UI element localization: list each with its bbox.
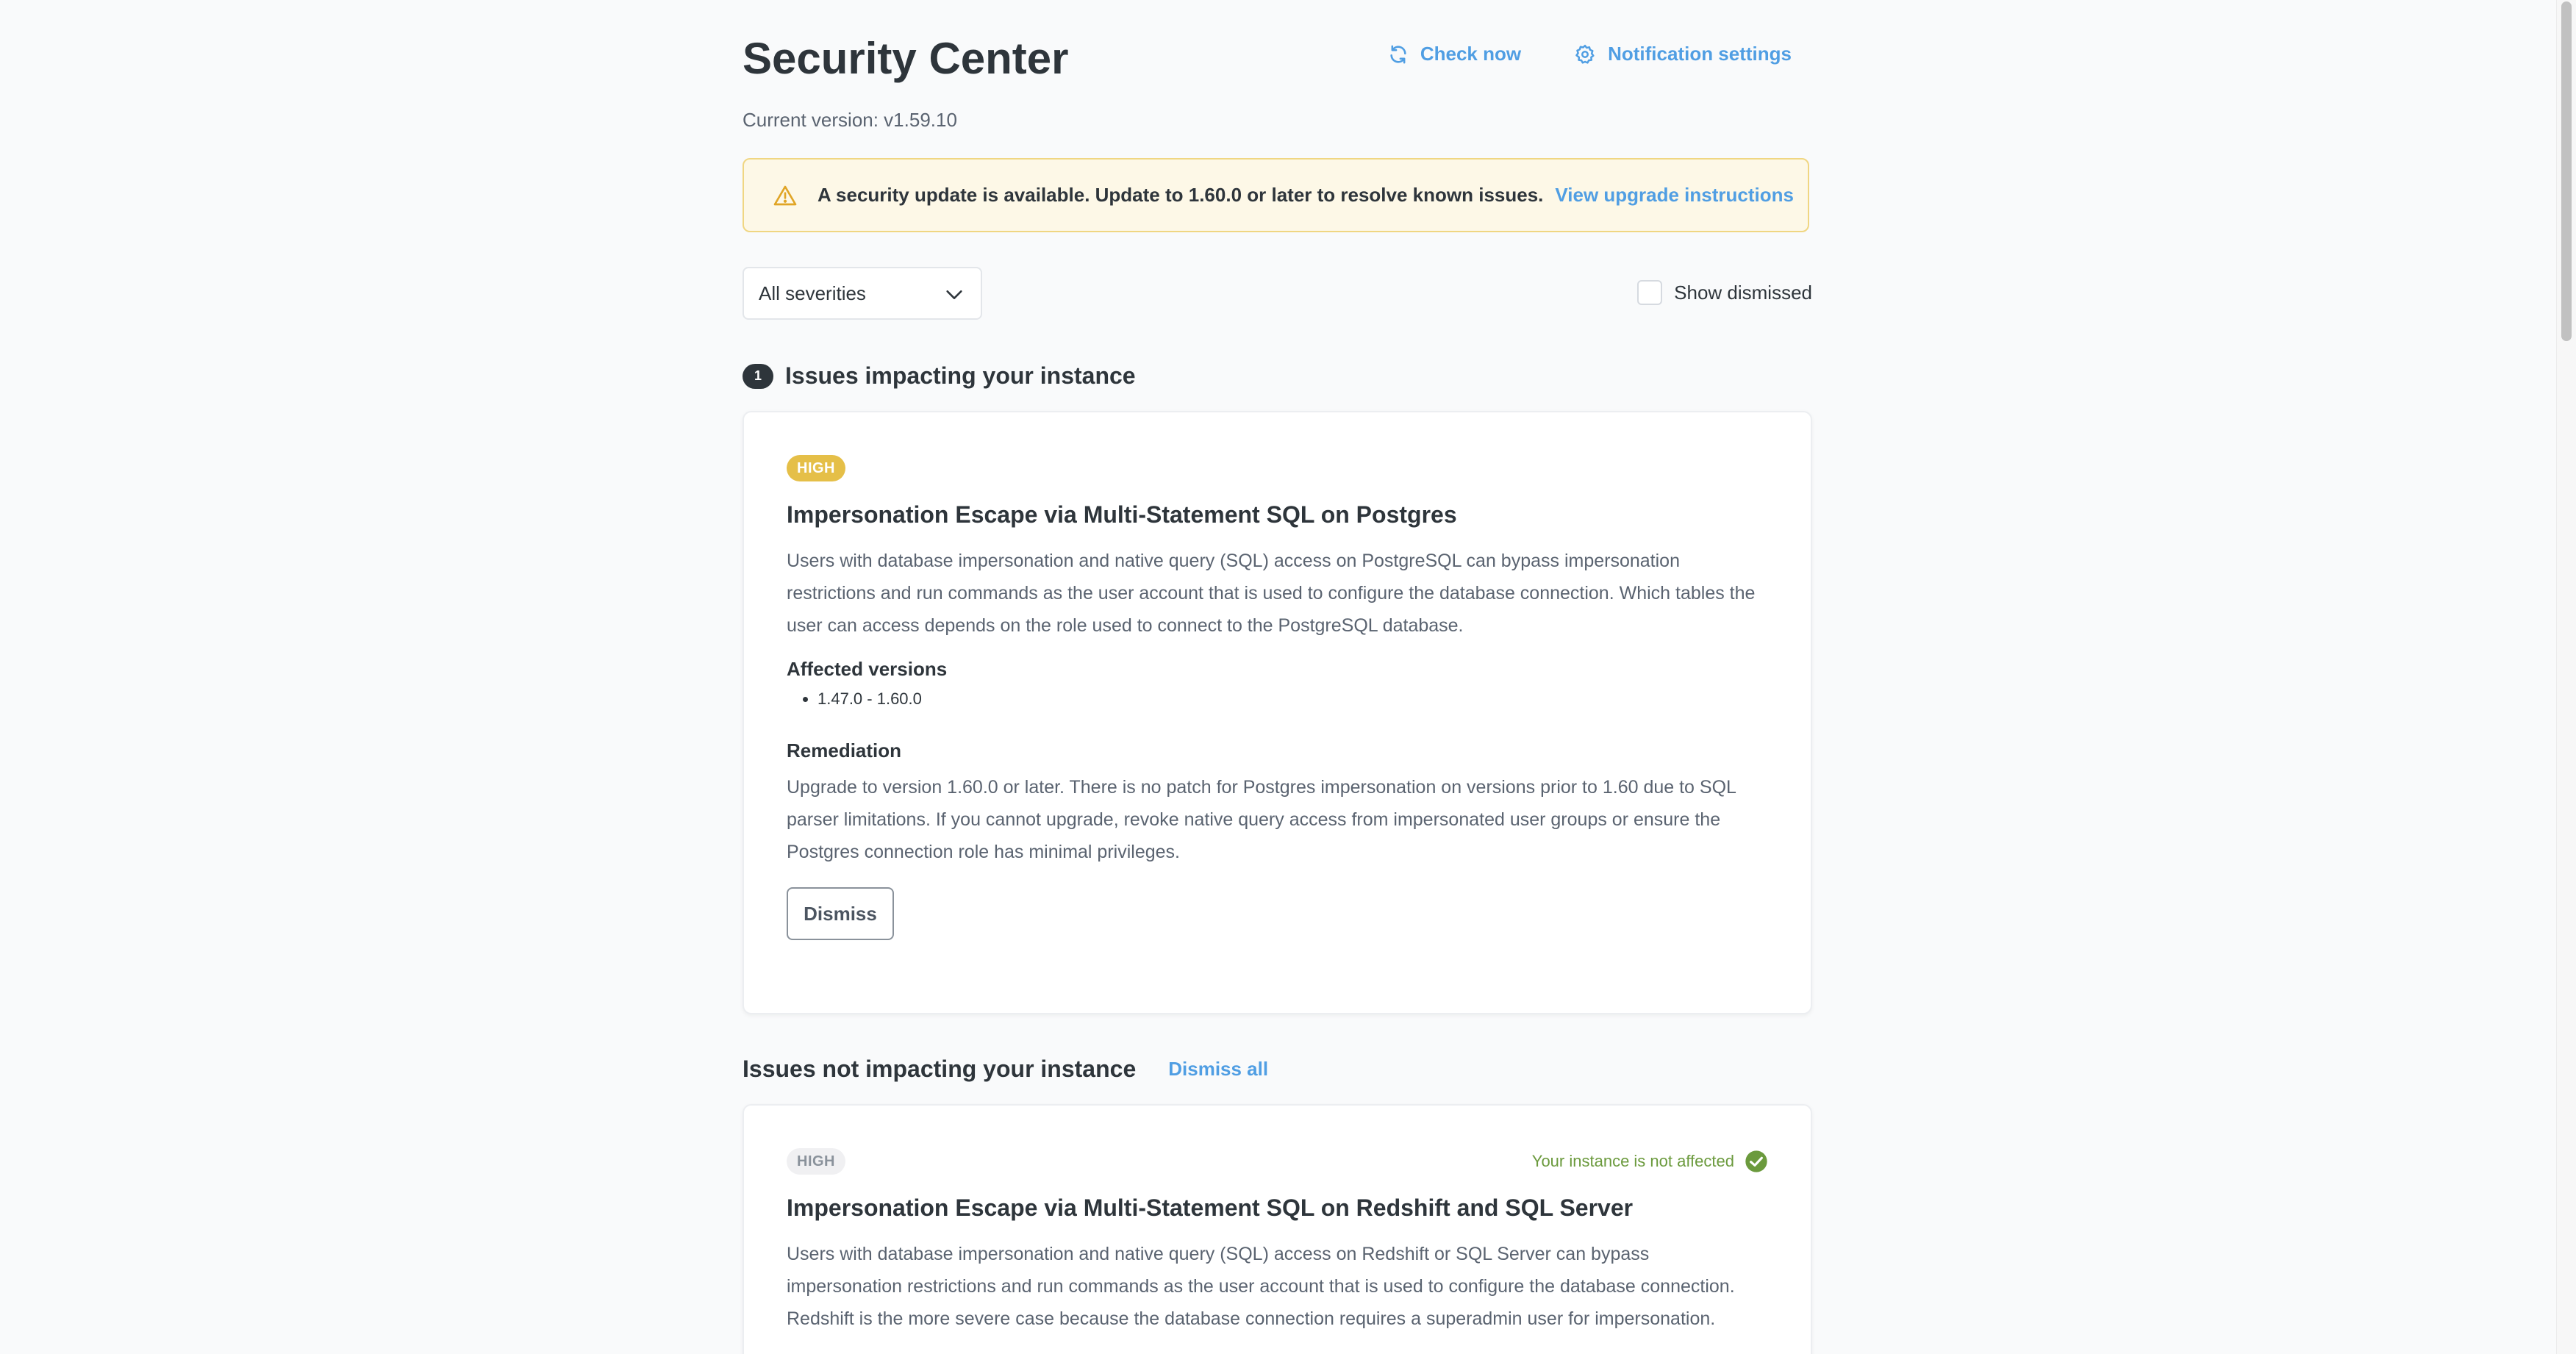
- severity-badge: HIGH: [787, 455, 845, 481]
- issue-card: [743, 1104, 1812, 1354]
- dismiss-all-link[interactable]: Dismiss all: [1168, 1058, 1269, 1080]
- view-upgrade-instructions-link[interactable]: View upgrade instructions: [1555, 184, 1794, 206]
- gear-icon: [1574, 43, 1596, 65]
- notification-settings-label: Notification settings: [1608, 43, 1792, 65]
- alert-message: A security update is available. Update to 1.60.0 or later to resolve known issues.: [817, 184, 1544, 206]
- issue-card-body: [787, 1148, 1757, 1335]
- security-update-alert: [743, 158, 1809, 232]
- issue-title: Impersonation Escape via Multi-Statement SQL on Postgres: [787, 501, 1457, 528]
- remediation-text: Upgrade to version 1.60.0 or later. There is no patch for Postgres impersonation on versions prior to 1.60 due to SQL parser limitations. If you cannot upgrade, revoke native query access from impersonated user groups or ensure the Postgres connection role has minimal privileges.: [787, 777, 1736, 862]
- issue-description: Users with database impersonation and native query (SQL) access on Redshift or SQL Server can bypass impersonation restrictions and run commands as the user account that is used to configure the database connection. Redshift is the more severe case because the database connection requires a superadmin user for impersonation.: [787, 1244, 1735, 1329]
- refresh-icon: [1388, 44, 1409, 65]
- check-now-button[interactable]: [1388, 43, 1521, 65]
- impacting-count-badge: 1: [743, 364, 773, 389]
- page-header: [743, 29, 1812, 88]
- show-dismissed-checkbox[interactable]: [1637, 280, 1662, 305]
- filters-bar: [743, 267, 1812, 320]
- show-dismissed-toggle: [1637, 280, 1812, 305]
- not-affected-label: Your instance is not affected: [1531, 1152, 1734, 1170]
- remediation-heading: Remediation: [787, 739, 902, 762]
- affected-versions-heading: Affected versions: [787, 658, 948, 680]
- chevron-down-icon: [944, 284, 965, 305]
- page-title: Security Center: [743, 34, 1069, 83]
- not-impacting-section-header: [743, 1056, 1268, 1083]
- warning-triangle-icon: [773, 185, 797, 207]
- show-dismissed-label: Show dismissed: [1674, 281, 1812, 304]
- current-version: Current version: v1.59.10: [743, 109, 957, 131]
- impacting-section-header: [743, 362, 1136, 390]
- affected-version-item: • 1.47.0 - 1.60.0: [817, 689, 1757, 709]
- severity-select[interactable]: [743, 267, 982, 320]
- notification-settings-button[interactable]: [1574, 43, 1792, 65]
- severity-badge: HIGH: [787, 1148, 845, 1175]
- scrollbar-thumb[interactable]: [2561, 1, 2572, 341]
- page-scrollbar[interactable]: [2556, 0, 2576, 1354]
- affected-versions-list: [787, 689, 1757, 709]
- header-actions: [1335, 43, 1792, 65]
- issue-card: [743, 411, 1812, 1014]
- dismiss-button[interactable]: Dismiss: [787, 887, 894, 940]
- issue-title: Impersonation Escape via Multi-Statement SQL on Redshift and SQL Server: [787, 1194, 1634, 1221]
- impacting-section-title: Issues impacting your instance: [785, 362, 1136, 389]
- check-now-label: Check now: [1420, 43, 1522, 65]
- issue-card-body: [787, 455, 1757, 940]
- severity-select-value: All severities: [759, 282, 866, 304]
- issue-description: Users with database impersonation and native query (SQL) access on PostgreSQL can bypass impersonation restrictions and run commands as the user account that is used to configure the database connection. Which tables the user can access depends on the role used to connect to the PostgreSQL database.: [787, 551, 1756, 636]
- not-impacting-section-title: Issues not impacting your instance: [743, 1056, 1137, 1082]
